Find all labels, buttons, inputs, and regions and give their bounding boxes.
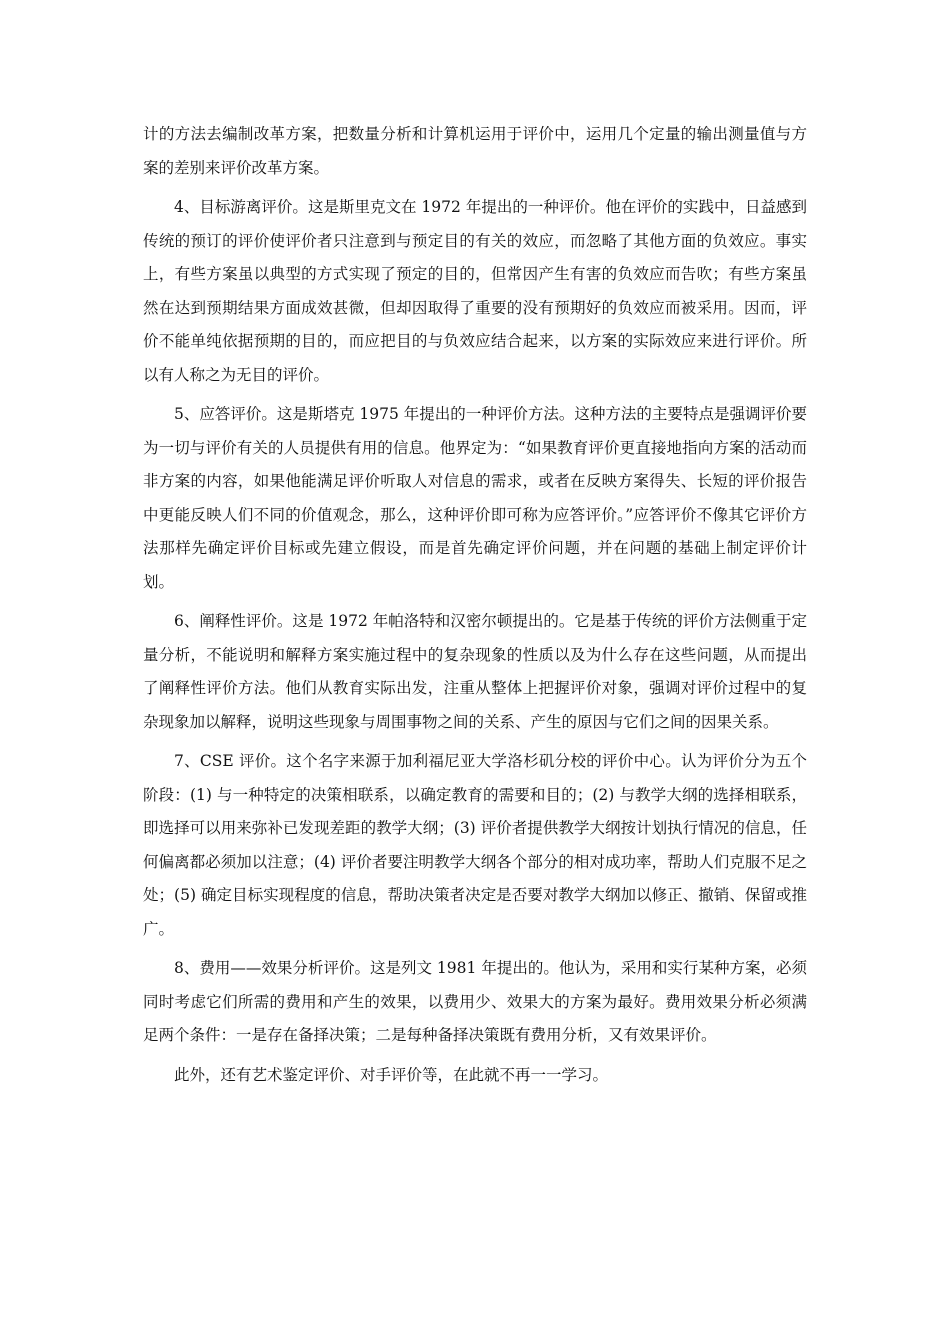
document-body [143, 118, 807, 1098]
paragraph-illuminative-evaluation: 6、阐释性评价。这是 1972 年帕洛特和汉密尔顿提出的。它是基于传统的评价方法侧重于定量分析，不能说明和解释方案实施过程中的复杂现象的性质以及为什么存在这些问题，从而提出了阐释性评价方法。他们从教育实际出发，注重从整体上把握评价对象，强调对评价过程中的复杂现象加以解释，说明这些现象与周围事物之间的关系、产生的原因与它们之间的因果关系。 [143, 612, 807, 731]
paragraph-goal-free-evaluation: 4、目标游离评价。这是斯里克文在 1972 年提出的一种评价。他在评价的实践中，日益感到传统的预订的评价使评价者只注意到与预定目的有关的效应，而忽略了其他方面的负效应。事实上，有些方案虽以典型的方式实现了预定的目的，但常因产生有害的负效应而告吹；有些方案虽然在达到预期结果方面成效甚微，但却因取得了重要的没有预期好的负效应而被采用。因而，评价不能单纯依据预期的目的，而应把目的与负效应结合起来，以方案的实际效应来进行评价。所以有人称之为无目的评价。 [143, 198, 807, 384]
paragraph-closing: 此外，还有艺术鉴定评价、对手评价等，在此就不再一一学习。 [174, 1065, 609, 1084]
paragraph-responsive-evaluation: 5、应答评价。这是斯塔克 1975 年提出的一种评价方法。这种方法的主要特点是强调评价要为一切与评价有关的人员提供有用的信息。他界定为：“如果教育评价更直接地指向方案的活动而非方案的内容，如果他能满足评价听取人对信息的需求，或者在反映方案得失、长短的评价报告中更能反映人们不同的价值观念，那么，这种评价即可称为应答评价。”应答评价不像其它评价方法那样先确定评价目标或先建立假设，而是首先确定评价问题，并在问题的基础上制定评价计划。 [143, 405, 807, 591]
paragraph-cse-evaluation: 7、CSE 评价。这个名字来源于加利福尼亚大学洛杉矶分校的评价中心。认为评价分为五个阶段：(1) 与一种特定的决策相联系，以确定教育的需要和目的；(2) 与教学大纲的选择相联系，即选择可以用来弥补已发现差距的教学大纲；(3) 评价者提供教学大纲按计划执行情况的信息，任何偏离都必须加以注意；(4) 评价者要注明教学大纲各个部分的相对成功率，帮助人们克服不足之处；(5) 确定目标实现程度的信息，帮助决策者决定是否要对教学大纲加以修正、撤销、保留或推广。 [143, 752, 807, 938]
paragraph-continuation: 计的方法去编制改革方案，把数量分析和计算机运用于评价中，运用几个定量的输出测量值与方案的差别来评价改革方案。 [143, 125, 807, 177]
paragraph-cost-effectiveness-evaluation: 8、费用——效果分析评价。这是列文 1981 年提出的。他认为，采用和实行某种方案，必须同时考虑它们所需的费用和产生的效果，以费用少、效果大的方案为最好。费用效果分析必须满足两个条件：一是存在备择决策；二是每种备择决策既有费用分析，又有效果评价。 [143, 959, 807, 1044]
